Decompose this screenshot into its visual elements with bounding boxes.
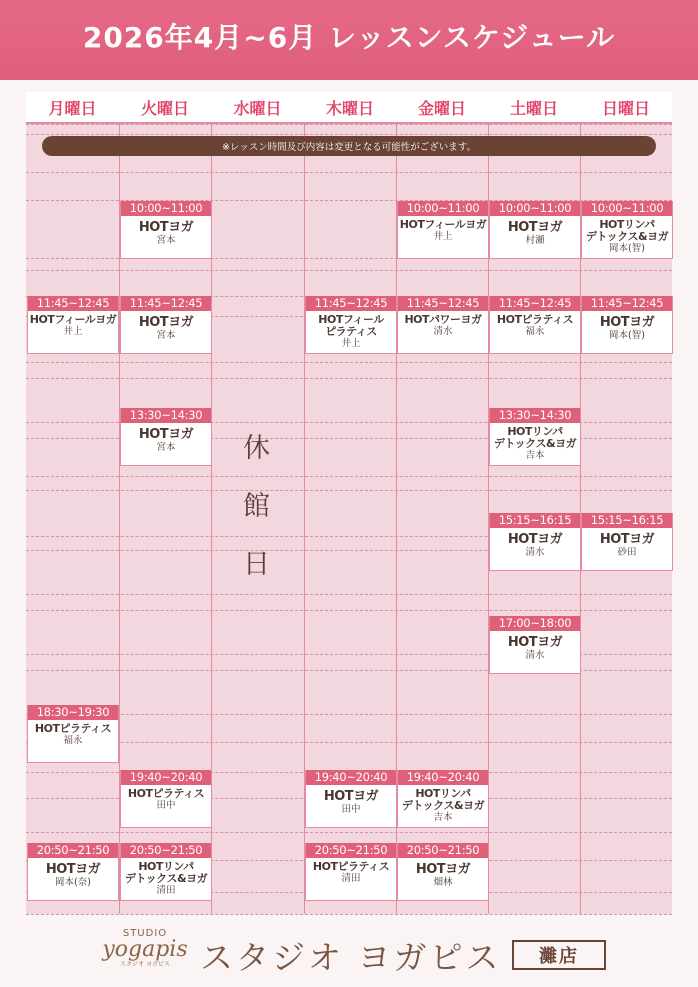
header-banner [0,0,698,80]
lesson-name: HOTフィール ピラティス [318,313,384,338]
lesson-block [27,296,119,354]
lesson-name: HOTヨガ [138,315,194,330]
lesson-time: 19:40~20:40 [398,770,488,785]
lesson-name: HOTピラティス [127,787,205,800]
lesson-time: 19:40~20:40 [306,770,396,785]
studio-name: スタジオ ヨガピス [200,938,502,977]
lesson-name: HOTリンパ デトックス&ヨガ [585,218,669,243]
lesson-time: 10:00~11:00 [490,201,580,216]
page-title: 2026年4月~6月 レッスンスケジュール [82,21,616,54]
lesson-teacher: 村瀬 [525,235,545,246]
grid-line [26,134,672,135]
lesson-time: 10:00~11:00 [582,201,672,216]
lesson-time: 11:45~12:45 [121,296,211,311]
logo-sub-text: スタジオ ヨガピス [120,961,170,968]
lesson-name: HOTヨガ [507,635,563,650]
lesson-teacher: 清田 [341,873,361,884]
lesson-name: HOTヨガ [323,789,379,804]
lesson-block [489,201,581,259]
lesson-teacher: 吉本 [433,812,453,823]
day-header: 土曜日 [488,92,580,124]
lesson-teacher: 清水 [525,650,545,661]
day-header: 水曜日 [211,92,304,124]
lesson-block [27,705,119,763]
lesson-name: HOTヨガ [415,862,471,877]
lesson-teacher: 井上 [341,338,361,349]
lesson-block [305,296,397,354]
lesson-teacher: 福永 [525,326,545,337]
lesson-teacher: 吉本 [525,450,545,461]
lesson-block [581,296,673,354]
lesson-time: 13:30~14:30 [490,408,580,423]
day-header: 月曜日 [26,92,119,124]
lesson-name: HOTヨガ [599,532,655,547]
lesson-teacher: 田中 [156,800,176,811]
lesson-time: 20:50~21:50 [28,843,118,858]
lesson-block [397,201,489,259]
lesson-time: 19:40~20:40 [121,770,211,785]
lesson-block [120,843,212,901]
lesson-time: 13:30~14:30 [121,408,211,423]
lesson-time: 20:50~21:50 [398,843,488,858]
lesson-teacher: 清田 [156,885,176,896]
lesson-teacher: 岡本(奈) [55,877,91,888]
lesson-name: HOTリンパ デトックス&ヨガ [493,425,577,450]
lesson-block [305,843,397,901]
lesson-block [581,201,673,259]
grid-line [26,124,672,125]
lesson-teacher: 福永 [63,735,83,746]
grid-line [26,362,672,363]
lesson-time: 15:15~16:15 [490,513,580,528]
lesson-block [120,770,212,828]
lesson-time: 17:00~18:00 [490,616,580,631]
notice-banner: ※レッスン時間及び内容は変更となる可能性がございます。 [42,136,656,156]
lesson-teacher: 田中 [341,804,361,815]
grid-line [26,610,672,611]
closed-day-char: 休 [243,433,270,464]
lesson-block [489,513,581,571]
lesson-block [489,408,581,466]
closed-day-char: 日 [243,549,270,580]
closed-day-char: 館 [243,491,270,522]
lesson-time: 15:15~16:15 [582,513,672,528]
lesson-teacher: 岡本(智) [609,330,645,341]
lesson-time: 11:45~12:45 [398,296,488,311]
lesson-teacher: 宮本 [156,235,176,246]
lesson-teacher: 井上 [433,231,453,242]
lesson-time: 20:50~21:50 [306,843,396,858]
lesson-name: HOTヨガ [507,220,563,235]
grid-line [26,714,672,715]
lesson-teacher: 清水 [525,547,545,558]
lesson-block [581,513,673,571]
lesson-name: HOTパワーヨガ [404,313,482,326]
lesson-name: HOTピラティス [312,860,390,873]
lesson-teacher: 岡本(智) [609,243,645,254]
lesson-block [27,843,119,901]
lesson-name: HOTヨガ [138,427,194,442]
closed-day-label [210,420,303,594]
grid-line [26,914,672,915]
branch-badge: 灘店 [512,940,606,970]
day-header: 日曜日 [580,92,672,124]
lesson-name: HOTリンパ デトックス&ヨガ [401,787,485,812]
lesson-time: 10:00~11:00 [398,201,488,216]
lesson-block [120,201,212,259]
lesson-teacher: 宮本 [156,442,176,453]
lesson-teacher: 宮本 [156,330,176,341]
lesson-time: 11:45~12:45 [28,296,118,311]
lesson-name: HOTリンパ デトックス&ヨガ [124,860,208,885]
grid-line [26,594,672,595]
lesson-name: HOTピラティス [496,313,574,326]
lesson-block [120,408,212,466]
day-header: 火曜日 [119,92,211,124]
lesson-teacher: 畑林 [433,877,453,888]
grid-line [26,742,672,743]
lesson-time: 18:30~19:30 [28,705,118,720]
lesson-time: 11:45~12:45 [582,296,672,311]
logo-studio-text: STUDIO [122,928,168,939]
lesson-name: HOTヨガ [45,862,101,877]
logo-yogapis-text: yogapis [102,937,188,962]
lesson-name: HOTフィールヨガ [29,313,117,326]
lesson-block [397,296,489,354]
grid-line [26,476,672,477]
grid-line [26,270,672,271]
lesson-block [489,616,581,674]
lesson-block [397,770,489,828]
lesson-block [305,770,397,828]
lesson-name: HOTヨガ [599,315,655,330]
studio-logo [100,928,190,969]
lesson-block [120,296,212,354]
lesson-time: 10:00~11:00 [121,201,211,216]
day-header: 金曜日 [396,92,488,124]
day-header: 木曜日 [304,92,396,124]
lesson-teacher: 井上 [63,326,83,337]
grid-line [26,832,672,833]
lesson-block [397,843,489,901]
grid-line [26,378,672,379]
lesson-time: 20:50~21:50 [121,843,211,858]
lesson-name: HOTヨガ [507,532,563,547]
lesson-teacher: 清水 [433,326,453,337]
lesson-block [489,296,581,354]
grid-line [26,172,672,173]
lesson-name: HOTヨガ [138,220,194,235]
grid-line [26,490,672,491]
lesson-time: 11:45~12:45 [490,296,580,311]
lesson-name: HOTフィールヨガ [399,218,487,231]
lesson-teacher: 砂田 [617,547,637,558]
lesson-name: HOTピラティス [34,722,112,735]
lesson-time: 11:45~12:45 [306,296,396,311]
